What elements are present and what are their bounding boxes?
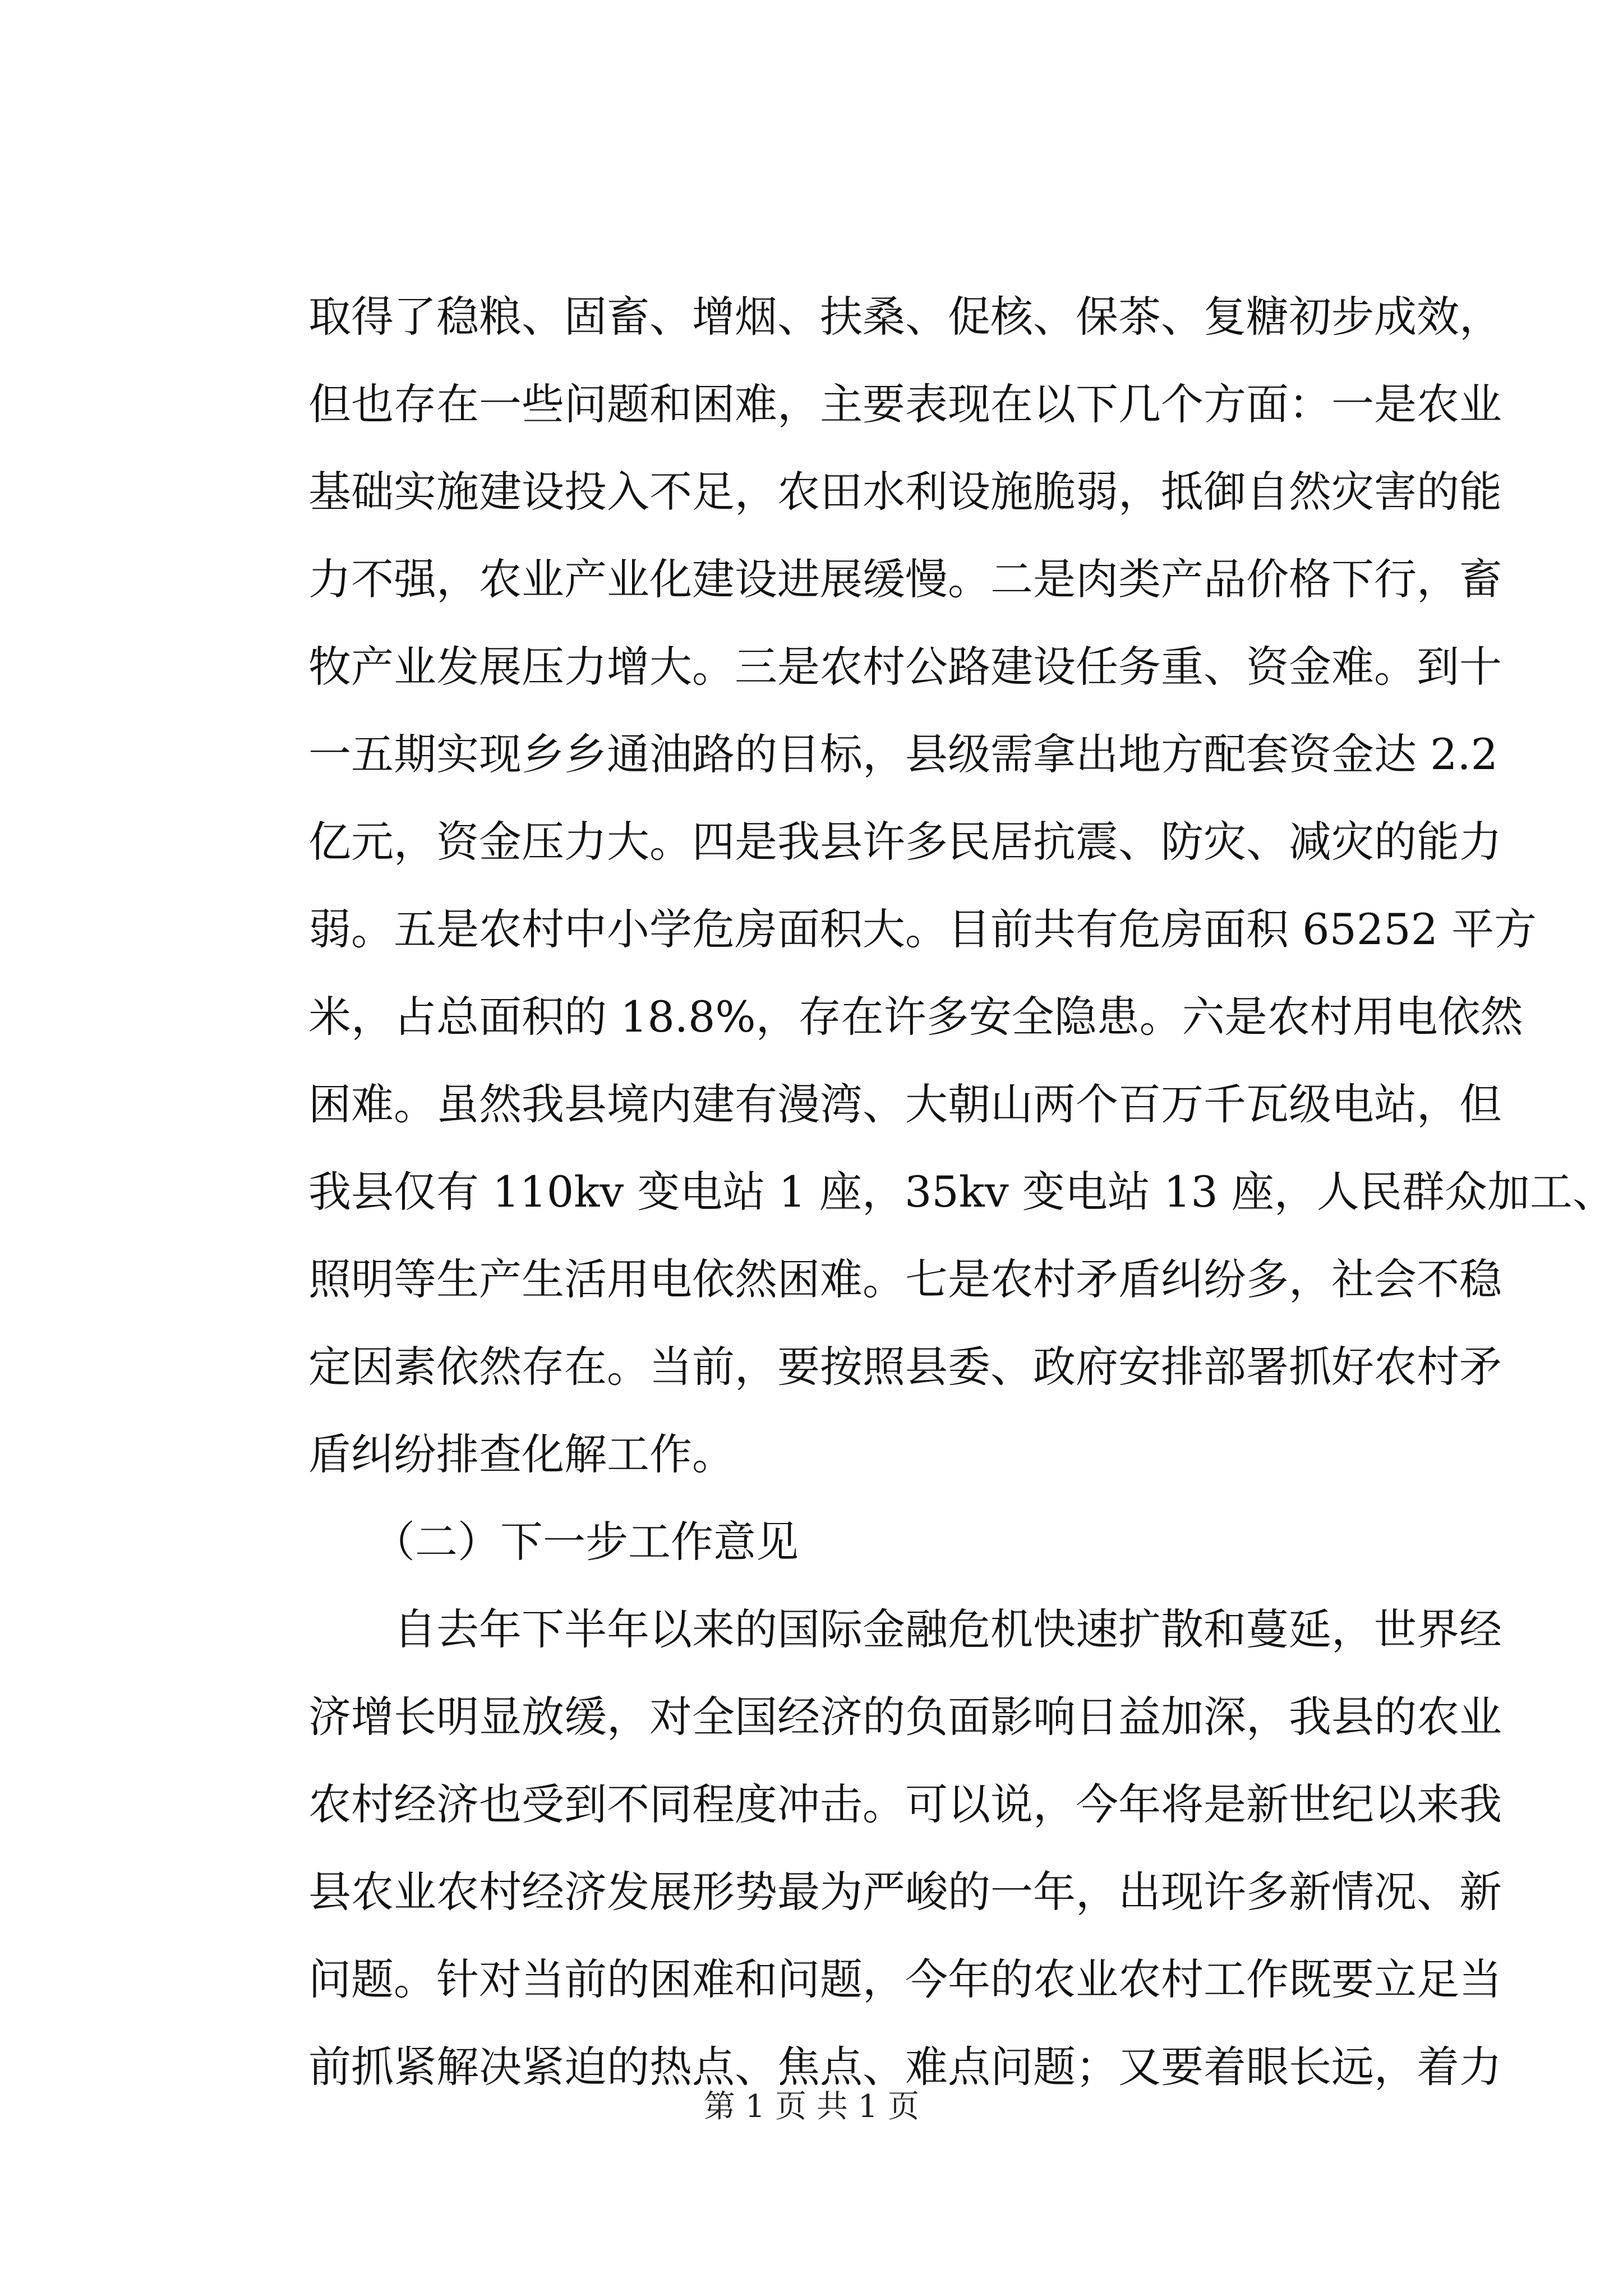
text-line: 米，占总面积的 18.8%，存在许多安全隐患。六是农村用电依然 [308, 992, 1523, 1042]
text-line: 取得了稳粮、固畜、增烟、扶桑、促核、保茶、复糖初步成效， [308, 292, 1502, 342]
text-line: 弱。五是农村中小学危房面积大。目前共有危房面积 65252 平方 [308, 904, 1537, 954]
text-line: 照明等生产生活用电依然困难。七是农村矛盾纠纷多，社会不稳 [308, 1254, 1502, 1304]
text-line: 自去年下半年以来的国际金融危机快速扩散和蔓延，世界经 [308, 1604, 1502, 1654]
text-line: 定因素依然存在。当前，要按照县委、政府安排部署抓好农村矛 [308, 1342, 1502, 1392]
section-heading: （二）下一步工作意见 [308, 1517, 799, 1567]
text-line: 县农业农村经济发展形势最为严峻的一年，出现许多新情况、新 [308, 1867, 1502, 1917]
text-line: 前抓紧解决紧迫的热点、焦点、难点问题；又要着眼长远，着力 [308, 2042, 1502, 2092]
text-line: 盾纠纷排查化解工作。 [308, 1429, 735, 1479]
text-line: 一五期实现乡乡通油路的目标，县级需拿出地方配套资金达 2.2 [308, 729, 1498, 779]
text-line: 牧产业发展压力增大。三是农村公路建设任务重、资金难。到十 [308, 642, 1502, 692]
text-line: 基础实施建设投入不足，农田水利设施脆弱，抵御自然灾害的能 [308, 467, 1502, 517]
text-line: 力不强，农业产业化建设进展缓慢。二是肉类产品价格下行，畜 [308, 554, 1502, 604]
text-line: 但也存在一些问题和困难，主要表现在以下几个方面：一是农业 [308, 379, 1502, 429]
text-line: 困难。虽然我县境内建有漫湾、大朝山两个百万千瓦级电站，但 [308, 1079, 1502, 1129]
text-line: 我县仅有 110kv 变电站 1 座，35kv 变电站 13 座，人民群众加工、 [308, 1167, 1615, 1217]
page-footer: 第 1 页 共 1 页 [703, 2088, 920, 2125]
text-line: 济增长明显放缓，对全国经济的负面影响日益加深，我县的农业 [308, 1692, 1502, 1742]
text-line: 农村经济也受到不同程度冲击。可以说，今年将是新世纪以来我 [308, 1779, 1502, 1829]
text-line: 问题。针对当前的困难和问题，今年的农业农村工作既要立足当 [308, 1954, 1502, 2004]
text-line: 亿元，资金压力大。四是我县许多民居抗震、防灾、减灾的能力 [308, 817, 1502, 867]
